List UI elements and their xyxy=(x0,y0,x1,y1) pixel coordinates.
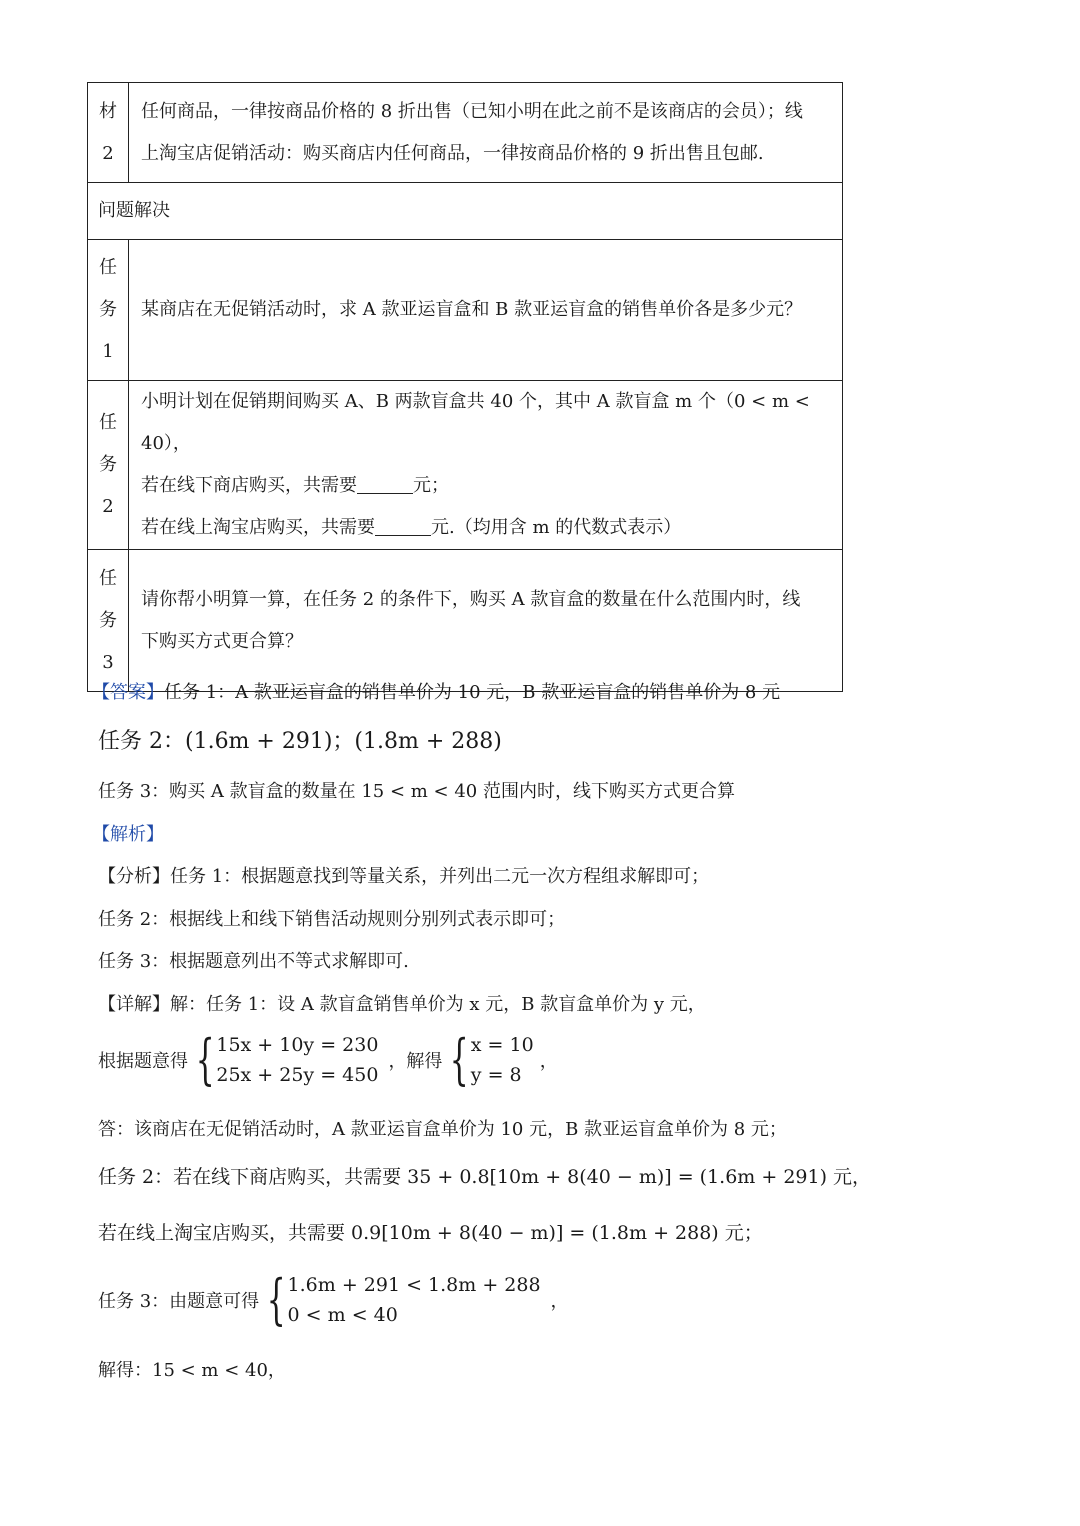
section-title: 问题解决 xyxy=(88,183,843,240)
detail-task2-line1: 任务 2：若在线下商店购买，共需要 35 + 0.8[10m + 8(40 − m)] = (1.6m + 291) 元， xyxy=(98,1166,872,1188)
task3-label: 任 务 3 xyxy=(88,550,129,692)
detail-answer-line: 答：该商店在无促销活动时，A 款亚运盲盒单价为 10 元，B 款亚运盲盒单价为 8 元； xyxy=(98,1119,787,1140)
material-label: 材 2 xyxy=(88,83,129,183)
left-brace-icon: { xyxy=(266,1268,286,1331)
task2-row xyxy=(88,381,843,550)
task2-label: 任 务 2 xyxy=(88,381,129,550)
task3-row xyxy=(88,550,843,692)
answer-blank-offline xyxy=(357,475,413,494)
section-row xyxy=(88,183,843,240)
material-text: 任何商品，一律按商品价格的 8 折出售（已知小明在此之前不是该商店的会员）；线 上淘宝店促销活动：购买商店内任何商品，一律按商品价格的 9 折出售且包邮. xyxy=(129,83,843,183)
equation-system-row: 根据题意得 { 15x + 10y = 230 25x + 25y = 450 ，解得 { x = 10 y = 8 ， xyxy=(98,1028,558,1091)
answer-line-3: 任务 3：购买 A 款盲盒的数量在 15 < m < 40 范围内时，线下购买方式更合算 xyxy=(98,781,735,802)
equation-system: 15x + 10y = 230 25x + 25y = 450 xyxy=(216,1034,379,1086)
analysis-tag: 【解析】 xyxy=(92,824,164,845)
inequality-system: 1.6m + 291 < 1.8m + 288 0 < m < 40 xyxy=(287,1274,541,1326)
detail-result: 解得：15 < m < 40， xyxy=(98,1360,286,1381)
analysis-line-2: 任务 2：根据线上和线下销售活动规则分别列式表示即可； xyxy=(98,909,566,930)
analysis-line-3: 任务 3：根据题意列出不等式求解即可. xyxy=(98,951,409,972)
left-brace-icon: { xyxy=(450,1028,470,1091)
detail-intro: 【详解】解：任务 1：设 A 款盲盒销售单价为 x 元，B 款盲盒单价为 y 元， xyxy=(98,994,706,1015)
solution-system: x = 10 y = 8 xyxy=(470,1034,534,1086)
problem-table xyxy=(87,82,843,692)
task1-label: 任 务 1 xyxy=(88,240,129,381)
task2-text: 小明计划在促销期间购买 A、B 两款盲盒共 40 个，其中 A 款盲盒 m 个（0 < m < 40）， 若在线下商店购买，共需要 元； 若在线上淘宝店购买，共需要 元.（均用含 m 的代数式表示） xyxy=(129,381,843,550)
inequality-system-row: 任务 3：由题意可得 { 1.6m + 291 < 1.8m + 288 0 < m < 40 ， xyxy=(98,1268,569,1331)
task1-row xyxy=(88,240,843,381)
detail-task2-line2: 若在线上淘宝店购买，共需要 0.9[10m + 8(40 − m)] = (1.8m + 288) 元； xyxy=(98,1222,763,1244)
material-row xyxy=(88,83,843,183)
answer-line-2: 任务 2：(1.6m + 291)；(1.8m + 288) xyxy=(98,729,502,754)
answer-line-1: 【答案】任务 1：A 款亚运盲盒的销售单价为 10 元，B 款亚运盲盒的销售单价为 8 元 xyxy=(92,682,781,703)
task1-text: 某商店在无促销活动时，求 A 款亚运盲盒和 B 款亚运盲盒的销售单价各是多少元？ xyxy=(129,240,843,381)
task3-text: 请你帮小明算一算，在任务 2 的条件下，购买 A 款盲盒的数量在什么范围内时，线 下购买方式更合算？ xyxy=(129,550,843,692)
answer-blank-online xyxy=(375,517,431,536)
answer-tag: 【答案】 xyxy=(92,682,164,703)
left-brace-icon: { xyxy=(195,1028,215,1091)
analysis-line-1: 【分析】任务 1：根据题意找到等量关系，并列出二元一次方程组求解即可； xyxy=(98,866,710,887)
